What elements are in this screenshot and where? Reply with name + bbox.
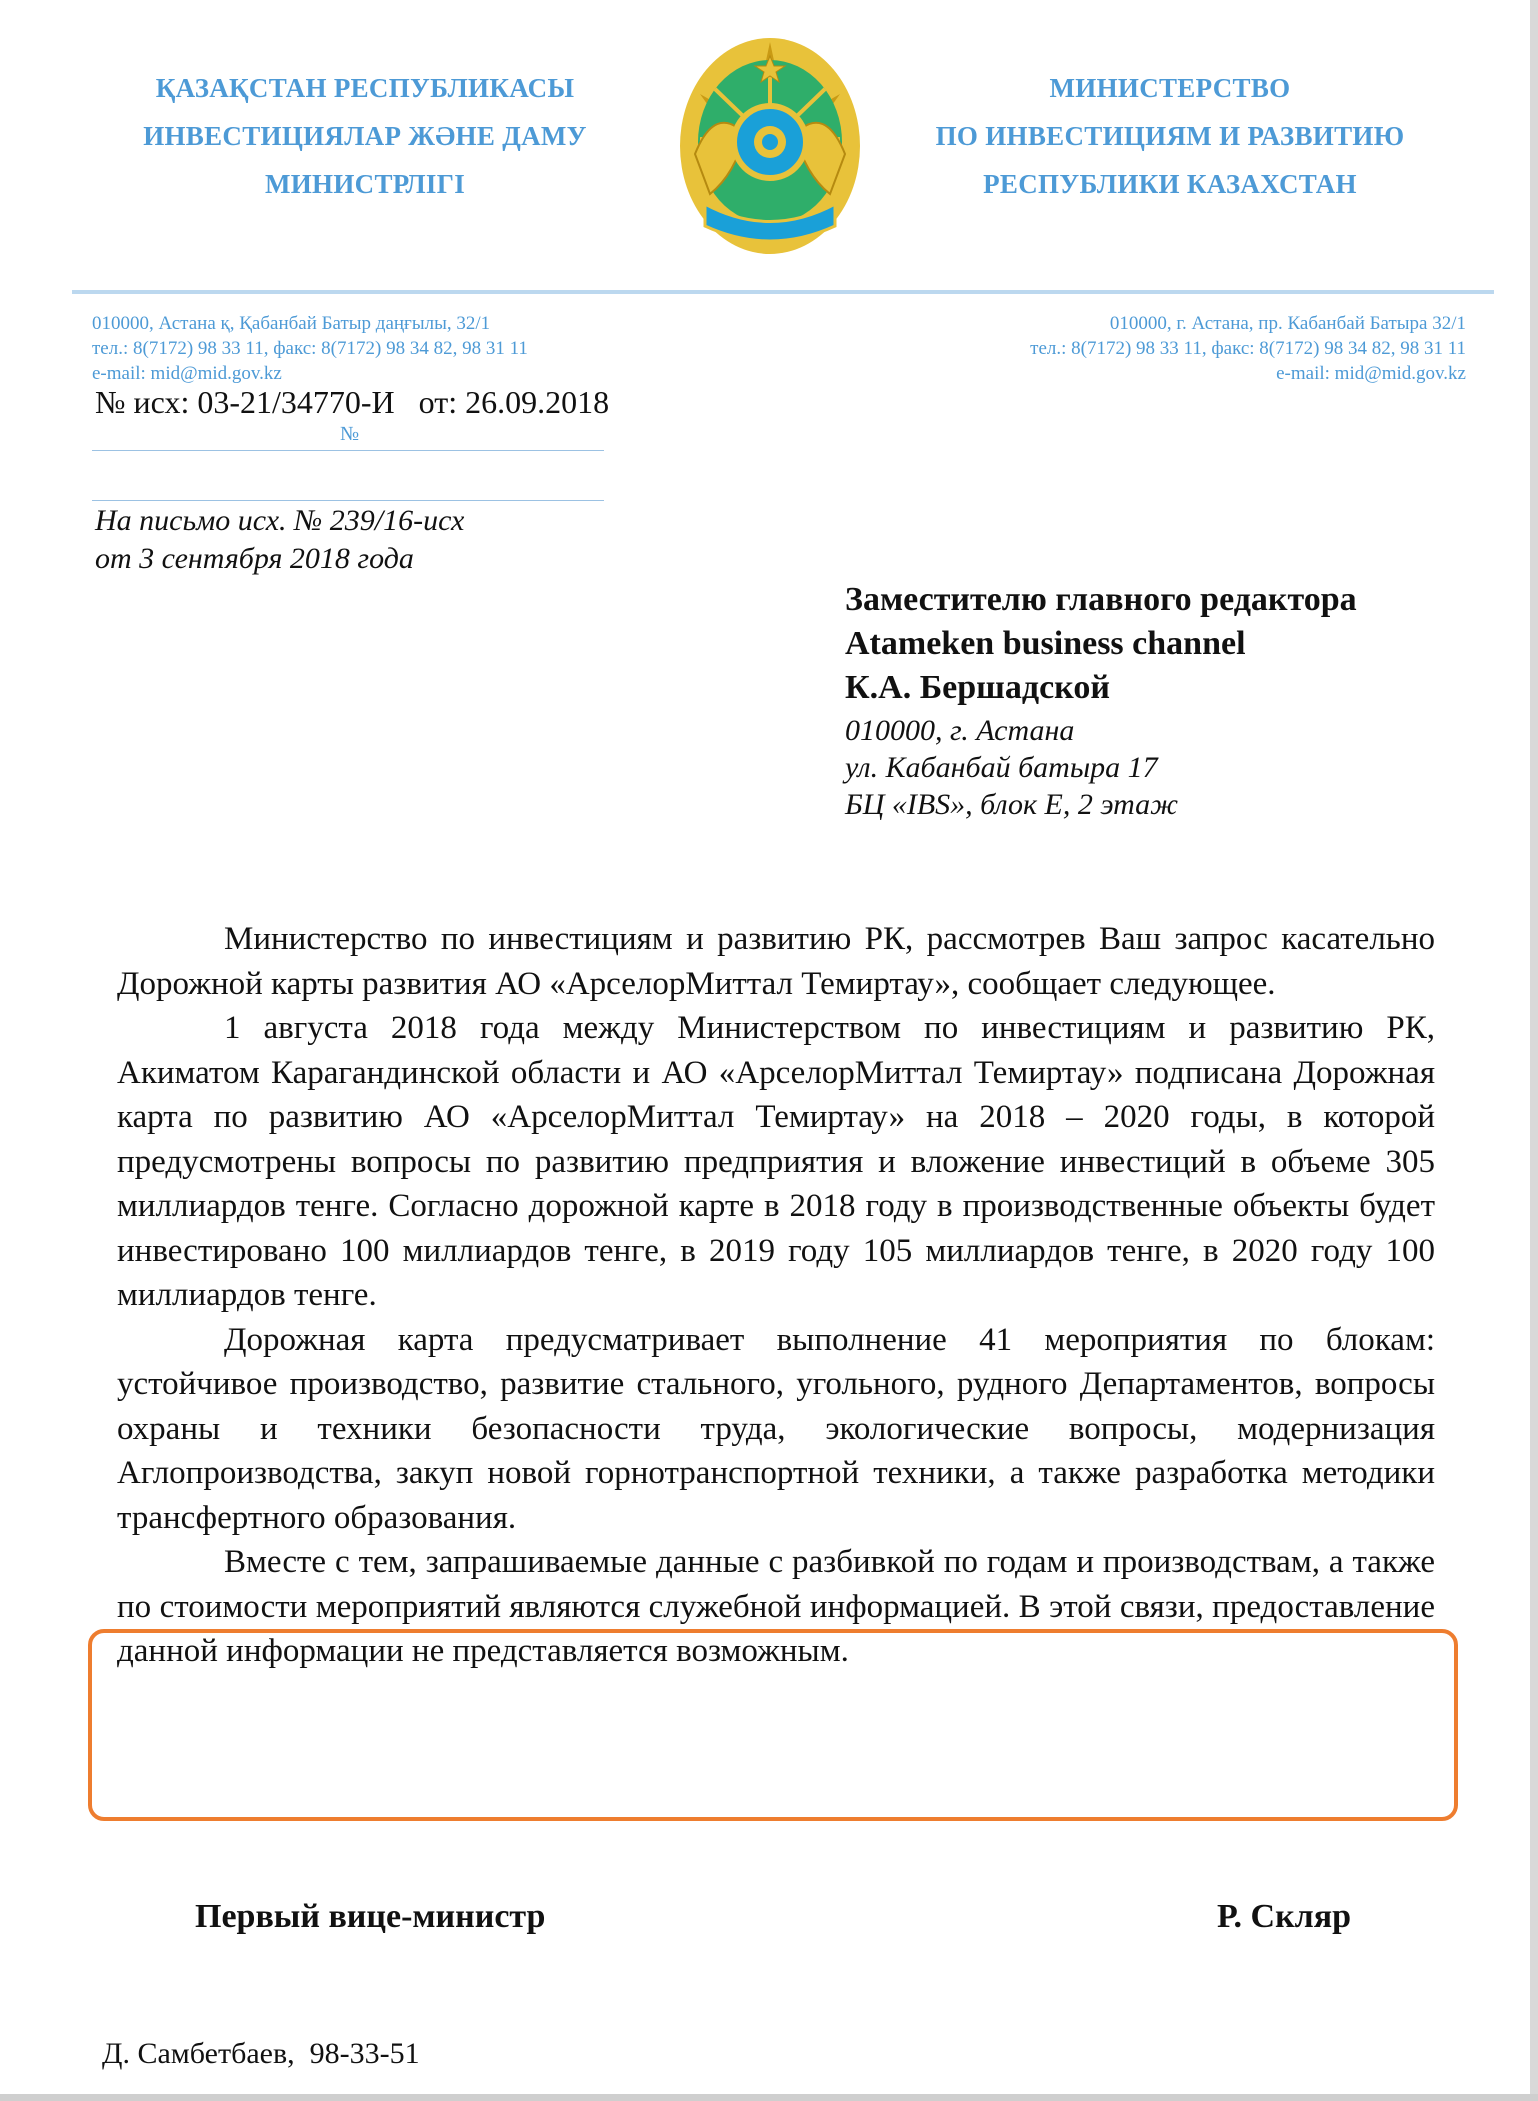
- address-kazakh: [92, 311, 652, 386]
- header-russian-line-2: ПО ИНВЕСТИЦИЯМ И РАЗВИТИЮ: [935, 121, 1405, 151]
- recipient-name: К.А. Бершадской: [845, 669, 1110, 706]
- header-kazakh-line-2: ИНВЕСТИЦИЯЛАР ЖӘНЕ ДАМУ: [143, 121, 587, 151]
- body-paragraph-1: Министерство по инвестициям и развитию РК, рассмотрев Ваш запрос касательно Дорожной карты развития АО «АрселорМиттал Темиртау», сообщает следующее.: [117, 921, 1435, 1002]
- body-paragraph-4: Вместе с тем, запрашиваемые данные с разбивкой по годам и производствам, а также по стоимости мероприятий являются служебной информацией. В этой связи, предоставление данной информации не представляется возможным.: [117, 1544, 1435, 1669]
- outgoing-number: № исх: 03-21/34770-И от: 26.09.2018: [95, 384, 610, 420]
- signatory-name: Р. Скляр: [1217, 1898, 1352, 1935]
- header-kazakh-line-3: МИНИСТРЛІГІ: [264, 169, 466, 199]
- recipient-position: Заместителю главного редактора: [845, 581, 1357, 618]
- address-kazakh-email: e-mail: mid@mid.gov.kz: [92, 363, 282, 384]
- header-russian-line-1: МИНИСТЕРСТВО: [1049, 73, 1291, 103]
- address-russian-email: e-mail: mid@mid.gov.kz: [1276, 363, 1466, 384]
- number-blank-line: [92, 450, 604, 451]
- reference-line-2: от 3 сентября 2018 года: [95, 542, 414, 575]
- reference-line-1: На письмо исх. № 239/16-исх: [95, 504, 465, 537]
- signatory-position: Первый вице-министр: [195, 1898, 546, 1935]
- date-blank-line: [92, 500, 604, 501]
- number-sign: №: [340, 423, 360, 445]
- header-russian-line-3: РЕСПУБЛИКИ КАЗАХСТАН: [983, 169, 1357, 199]
- recipient-block: [845, 578, 1485, 823]
- header-kazakh: [95, 64, 635, 208]
- page-edge-right: [1530, 0, 1538, 2101]
- letter-body: [117, 917, 1435, 1674]
- recipient-address-street: ул. Кабанбай батыра 17: [845, 751, 1158, 784]
- address-kazakh-street: 010000, Астана қ, Қабанбай Батыр даңғылы, 32/1: [92, 313, 491, 334]
- recipient-address-city: 010000, г. Астана: [845, 714, 1075, 747]
- body-paragraph-2: 1 августа 2018 года между Министерством по инвестициям и развитию РК, Акиматом Карагандинской области и АО «АрселорМиттал Темиртау» подписана Дорожная карта по развитию АО «АрселорМиттал Темиртау» на 2018 – 2020 годы, в которой предусмотрены вопросы по развитию предприятия и вложение инвестиций в объеме 305 миллиардов тенге. Согласно дорожной карте в 2018 году в производственные объекты будет инвестировано 100 миллиардов тенге, в 2019 году 105 миллиардов тенге, в 2020 году 100 миллиардов тенге.: [117, 1010, 1435, 1313]
- address-russian: [860, 311, 1466, 386]
- address-russian-street: 010000, г. Астана, пр. Кабанбай Батыра 32/1: [1109, 313, 1466, 334]
- state-emblem-icon: [675, 34, 865, 259]
- header-russian: [900, 64, 1440, 208]
- page-edge-bottom: [0, 2094, 1538, 2101]
- reference-block: [95, 502, 464, 578]
- header-divider: [72, 290, 1494, 294]
- address-kazakh-phone: тел.: 8(7172) 98 33 11, факс: 8(7172) 98 34 82, 98 31 11: [92, 338, 528, 359]
- highlight-frame: [88, 1629, 1458, 1821]
- body-paragraph-3: Дорожная карта предусматривает выполнение 41 мероприятия по блокам: устойчивое производство, развитие стального, угольного, рудного Департаментов, вопросы охраны и техники безопасности труда, экологические вопросы, модернизация Аглопроизводства, закуп новой горнотранспортной техники, а также разработка методики трансфертного образования.: [117, 1321, 1435, 1536]
- recipient-organization: Atameken business channel: [845, 625, 1246, 662]
- address-russian-phone: тел.: 8(7172) 98 33 11, факс: 8(7172) 98 34 82, 98 31 11: [1030, 338, 1466, 359]
- recipient-address: [845, 712, 1485, 823]
- header-kazakh-line-1: ҚАЗАҚСТАН РЕСПУБЛИКАСЫ: [155, 73, 575, 103]
- executor-contact: Д. Самбетбаев, 98-33-51: [102, 2037, 420, 2070]
- recipient-address-building: БЦ «IBS», блок Е, 2 этаж: [845, 788, 1179, 821]
